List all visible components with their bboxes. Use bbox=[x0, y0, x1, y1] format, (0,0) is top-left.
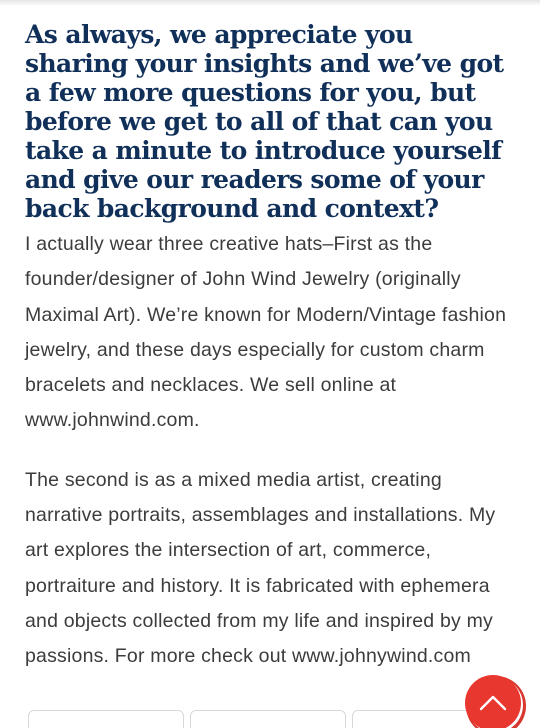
scroll-to-top-button[interactable] bbox=[465, 675, 521, 728]
article-body bbox=[25, 20, 515, 675]
answer-paragraph-1: I actually wear three creative hats–First as the founder/designer of John Wind Jewelry (originally Maximal Art). We’re known for Modern/Vintage fashion jewelry, and these days especially for custom charm bracelets and necklaces. We sell online at www.johnwind.com. bbox=[25, 233, 507, 432]
chevron-up-icon bbox=[478, 689, 508, 717]
interview-question: As always, we appreciate you sharing your insights and we’ve got a few more questions for you, but before we get to all of that can you take a minute to introduce yourself and give our readers some of your back background and context? bbox=[25, 20, 504, 223]
answer-paragraph-2: The second is as a mixed media artist, creating narrative portraits, assemblages and installations. My art explores the intersection of art, commerce, portraiture and history. It is fabricated with ephemera and objects collected from my life and inspired by my passions. For more check out www.johnywind.com bbox=[25, 468, 496, 668]
share-button-1[interactable] bbox=[28, 710, 184, 728]
header-shadow bbox=[0, 0, 540, 6]
share-button-2[interactable] bbox=[190, 710, 346, 728]
